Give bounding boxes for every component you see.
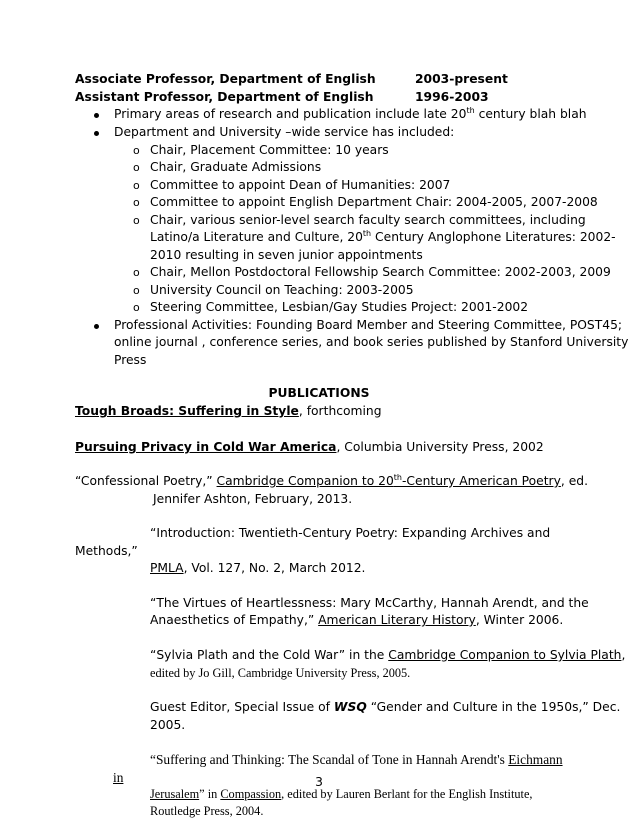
publication-entry-continued: in	[113, 770, 124, 785]
service-item: University Council on Teaching: 2003-2005	[150, 283, 414, 297]
book-title: Eichmann	[508, 752, 563, 767]
publication-entry: Guest Editor, Special Issue of WSQ “Gender and Culture in the 1950s,” Dec.	[150, 700, 621, 714]
research-areas-text: Primary areas of research and publication include late 20th century blah blah	[114, 105, 587, 121]
bullet-icon	[94, 131, 99, 136]
publication-entry: Tough Broads: Suffering in Style, forthcoming	[75, 404, 382, 418]
publication-entry-continued: Anaesthetics of Empathy,” American Literary History, Winter 2006.	[150, 613, 564, 627]
publication-entry: “Suffering and Thinking: The Scandal of Tone in Hannah Arendt's Eichmann	[150, 752, 563, 767]
publication-entry: “Sylvia Plath and the Cold War” in the Cambridge Companion to Sylvia Plath,	[150, 648, 626, 662]
publication-entry-continued: Jerusalem” in Compassion, edited by Lauren Berlant for the English Institute,	[150, 787, 533, 801]
journal-title: PMLA	[150, 561, 184, 575]
sub-bullet-icon: o	[133, 266, 140, 279]
service-item: Chair, Mellon Postdoctoral Fellowship Search Committee: 2002-2003, 2009	[150, 265, 611, 279]
publication-entry: Pursuing Privacy in Cold War America, Columbia University Press, 2002	[75, 440, 544, 454]
sub-bullet-icon: o	[133, 301, 140, 314]
service-item: Chair, Placement Committee: 10 years	[150, 143, 389, 157]
service-item-continued: Latino/a Literature and Culture, 20th Century Anglophone Literatures: 2002-	[150, 228, 616, 244]
journal-title: American Literary History	[318, 613, 476, 627]
publication-entry: “The Virtues of Heartlessness: Mary McCarthy, Hannah Arendt, and the	[150, 596, 589, 610]
publication-entry-continued: edited by Jo Gill, Cambridge University Press, 2005.	[150, 666, 411, 680]
publication-entry-continued: Routledge Press, 2004.	[150, 804, 264, 818]
publication-entry-continued: Jennifer Ashton, February, 2013.	[153, 492, 353, 506]
service-item-continued: 2010 resulting in seven junior appointments	[150, 248, 423, 262]
position-dates: 1996-2003	[415, 90, 489, 104]
bullet-icon	[94, 113, 99, 118]
page-number: 3	[315, 775, 323, 789]
position-title: Associate Professor, Department of English	[75, 72, 376, 86]
sub-bullet-icon: o	[133, 214, 140, 227]
book-title: Cambridge Companion to 20th-Century American Poetry	[216, 472, 561, 488]
book-title: Pursuing Privacy in Cold War America	[75, 440, 337, 454]
publication-entry: “Introduction: Twentieth-Century Poetry: Expanding Archives and	[150, 526, 551, 540]
service-item: Committee to appoint Dean of Humanities: 2007	[150, 178, 451, 192]
publication-entry-continued: PMLA, Vol. 127, No. 2, March 2012.	[150, 561, 366, 575]
sub-bullet-icon: o	[133, 161, 140, 174]
service-item: Committee to appoint English Department Chair: 2004-2005, 2007-2008	[150, 195, 598, 209]
book-title: Tough Broads: Suffering in Style	[75, 404, 299, 418]
service-item: Chair, various senior-level search faculty search committees, including	[150, 213, 586, 227]
sub-bullet-icon: o	[133, 144, 140, 157]
sub-bullet-icon: o	[133, 179, 140, 192]
service-item: Steering Committee, Lesbian/Gay Studies Project: 2001-2002	[150, 300, 529, 314]
book-title: Compassion	[220, 787, 282, 801]
position-dates: 2003-present	[415, 72, 508, 86]
service-intro: Department and University –wide service has included:	[114, 125, 455, 139]
sub-bullet-icon: o	[133, 284, 140, 297]
publication-entry: “Confessional Poetry,” Cambridge Companion to 20th-Century American Poetry, ed.	[75, 472, 588, 488]
position-title: Assistant Professor, Department of English	[75, 90, 374, 104]
professional-activities-continued: online journal , conference series, and book series published by Stanford University	[114, 335, 629, 349]
service-item: Chair, Graduate Admissions	[150, 160, 322, 174]
sub-bullet-icon: o	[133, 196, 140, 209]
bullet-icon	[94, 324, 99, 329]
professional-activities: Professional Activities: Founding Board Member and Steering Committee, POST45;	[114, 318, 623, 332]
publication-entry-continued: 2005.	[150, 718, 186, 732]
publication-entry-continued: Methods,”	[75, 544, 138, 558]
book-title: Jerusalem	[150, 787, 200, 801]
book-title: Cambridge Companion to Sylvia Plath	[388, 648, 622, 662]
journal-title: WSQ	[333, 700, 367, 714]
professional-activities-continued: Press	[114, 353, 147, 367]
publications-heading: PUBLICATIONS	[268, 386, 370, 400]
